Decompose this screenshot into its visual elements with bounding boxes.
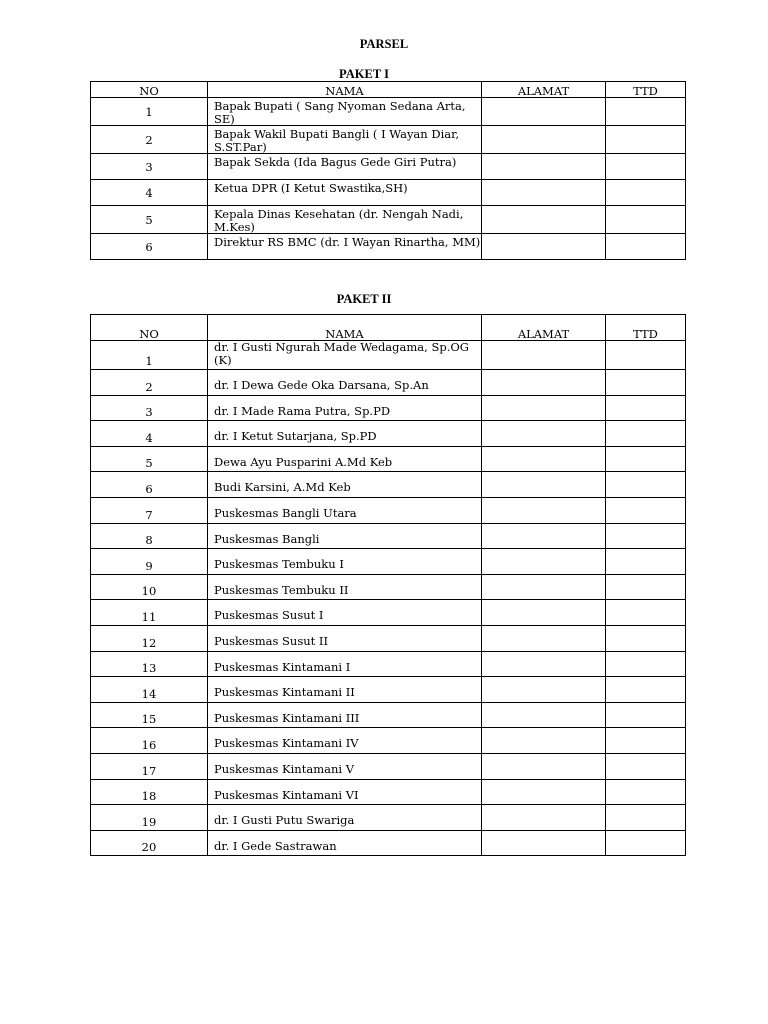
row-ttd-cell: [606, 370, 686, 396]
row-alamat-cell: [482, 370, 606, 396]
row-number: 12: [91, 625, 208, 651]
row-alamat-cell: [482, 234, 606, 260]
row-nama: dr. I Gusti Putu Swariga: [208, 805, 482, 831]
row-number: 4: [91, 421, 208, 447]
row-nama: Puskesmas Susut I: [208, 600, 482, 626]
row-alamat-cell: [482, 600, 606, 626]
row-nama: Bapak Bupati ( Sang Nyoman Sedana Arta, SE): [208, 98, 482, 126]
row-number: 1: [91, 98, 208, 126]
table-row: [91, 370, 686, 396]
row-number: 19: [91, 805, 208, 831]
row-ttd-cell: [606, 830, 686, 856]
row-alamat-cell: [482, 549, 606, 575]
table-row: [91, 779, 686, 805]
row-number: 5: [91, 206, 208, 234]
row-ttd-cell: [606, 728, 686, 754]
table-row: [91, 805, 686, 831]
paket-1-table: [90, 81, 686, 260]
row-number: 8: [91, 523, 208, 549]
header-nama: NAMA: [208, 82, 482, 98]
row-number: 4: [91, 180, 208, 206]
row-number: 11: [91, 600, 208, 626]
table-row: [91, 126, 686, 154]
row-number: 13: [91, 651, 208, 677]
row-nama: Ketua DPR (I Ketut Swastika,SH): [208, 180, 482, 206]
row-alamat-cell: [482, 625, 606, 651]
row-alamat-cell: [482, 523, 606, 549]
table-row: [91, 830, 686, 856]
row-nama: Puskesmas Kintamani VI: [208, 779, 482, 805]
row-nama: dr. I Dewa Gede Oka Darsana, Sp.An: [208, 370, 482, 396]
row-ttd-cell: [606, 206, 686, 234]
row-alamat-cell: [482, 126, 606, 154]
table-row: [91, 206, 686, 234]
table-row: [91, 549, 686, 575]
row-number: 17: [91, 753, 208, 779]
row-alamat-cell: [482, 421, 606, 447]
row-number: 16: [91, 728, 208, 754]
row-alamat-cell: [482, 472, 606, 498]
row-ttd-cell: [606, 126, 686, 154]
paket-1-title: PAKET I: [339, 67, 389, 81]
header-ttd: TTD: [606, 315, 686, 341]
row-nama: Puskesmas Kintamani II: [208, 677, 482, 703]
row-nama: Puskesmas Tembuku I: [208, 549, 482, 575]
row-nama: dr. I Gede Sastrawan: [208, 830, 482, 856]
row-alamat-cell: [482, 830, 606, 856]
row-number: 18: [91, 779, 208, 805]
row-nama: Puskesmas Bangli Utara: [208, 497, 482, 523]
row-ttd-cell: [606, 600, 686, 626]
row-alamat-cell: [482, 180, 606, 206]
row-alamat-cell: [482, 395, 606, 421]
paket-2-table: [90, 314, 686, 856]
row-alamat-cell: [482, 779, 606, 805]
row-number: 6: [91, 234, 208, 260]
header-no: NO: [91, 82, 208, 98]
row-ttd-cell: [606, 497, 686, 523]
row-nama: Budi Karsini, A.Md Keb: [208, 472, 482, 498]
row-number: 14: [91, 677, 208, 703]
table-row: [91, 497, 686, 523]
row-ttd-cell: [606, 341, 686, 370]
row-alamat-cell: [482, 651, 606, 677]
row-nama: Puskesmas Kintamani IV: [208, 728, 482, 754]
row-ttd-cell: [606, 549, 686, 575]
row-ttd-cell: [606, 523, 686, 549]
row-nama: dr. I Ketut Sutarjana, Sp.PD: [208, 421, 482, 447]
header-ttd: TTD: [606, 82, 686, 98]
row-alamat-cell: [482, 702, 606, 728]
table-row: [91, 341, 686, 370]
row-number: 5: [91, 446, 208, 472]
table-header-row: [91, 315, 686, 341]
table-row: [91, 523, 686, 549]
row-ttd-cell: [606, 625, 686, 651]
table-row: [91, 234, 686, 260]
table-header-row: [91, 82, 686, 98]
row-number: 9: [91, 549, 208, 575]
row-alamat-cell: [482, 446, 606, 472]
row-ttd-cell: [606, 805, 686, 831]
row-nama: Puskesmas Kintamani V: [208, 753, 482, 779]
row-number: 15: [91, 702, 208, 728]
row-ttd-cell: [606, 395, 686, 421]
header-nama: NAMA: [208, 315, 482, 341]
row-nama: Puskesmas Bangli: [208, 523, 482, 549]
row-nama: Direktur RS BMC (dr. I Wayan Rinartha, MM): [208, 234, 482, 260]
row-nama: Puskesmas Tembuku II: [208, 574, 482, 600]
table-row: [91, 625, 686, 651]
row-alamat-cell: [482, 805, 606, 831]
row-ttd-cell: [606, 421, 686, 447]
row-number: 7: [91, 497, 208, 523]
paket-2-title: PAKET II: [336, 292, 392, 306]
row-number: 3: [91, 154, 208, 180]
row-alamat-cell: [482, 728, 606, 754]
table-row: [91, 600, 686, 626]
table-row: [91, 677, 686, 703]
row-alamat-cell: [482, 154, 606, 180]
table-row: [91, 421, 686, 447]
row-ttd-cell: [606, 574, 686, 600]
table-row: [91, 574, 686, 600]
row-nama: Dewa Ayu Pusparini A.Md Keb: [208, 446, 482, 472]
table-row: [91, 753, 686, 779]
row-ttd-cell: [606, 154, 686, 180]
table-row: [91, 180, 686, 206]
row-alamat-cell: [482, 753, 606, 779]
row-ttd-cell: [606, 677, 686, 703]
row-number: 3: [91, 395, 208, 421]
row-ttd-cell: [606, 472, 686, 498]
table-row: [91, 728, 686, 754]
table-row: [91, 651, 686, 677]
table-row: [91, 472, 686, 498]
row-alamat-cell: [482, 98, 606, 126]
header-alamat: ALAMAT: [482, 315, 606, 341]
row-nama: Puskesmas Kintamani III: [208, 702, 482, 728]
row-ttd-cell: [606, 753, 686, 779]
row-alamat-cell: [482, 677, 606, 703]
table-row: [91, 98, 686, 126]
table-row: [91, 446, 686, 472]
row-nama: dr. I Made Rama Putra, Sp.PD: [208, 395, 482, 421]
row-nama: Puskesmas Susut II: [208, 625, 482, 651]
row-ttd-cell: [606, 234, 686, 260]
row-number: 20: [91, 830, 208, 856]
row-alamat-cell: [482, 341, 606, 370]
row-ttd-cell: [606, 446, 686, 472]
table-row: [91, 702, 686, 728]
header-alamat: ALAMAT: [482, 82, 606, 98]
row-ttd-cell: [606, 651, 686, 677]
row-alamat-cell: [482, 497, 606, 523]
row-number: 1: [91, 341, 208, 370]
row-nama: Kepala Dinas Kesehatan (dr. Nengah Nadi, M.Kes): [208, 206, 482, 234]
row-number: 6: [91, 472, 208, 498]
table-row: [91, 154, 686, 180]
row-number: 2: [91, 370, 208, 396]
row-ttd-cell: [606, 180, 686, 206]
row-alamat-cell: [482, 574, 606, 600]
header-no: NO: [91, 315, 208, 341]
row-ttd-cell: [606, 779, 686, 805]
row-alamat-cell: [482, 206, 606, 234]
row-ttd-cell: [606, 702, 686, 728]
row-nama: Bapak Wakil Bupati Bangli ( I Wayan Diar, S.ST.Par): [208, 126, 482, 154]
row-number: 2: [91, 126, 208, 154]
document-title: PARSEL: [359, 37, 409, 51]
table-row: [91, 395, 686, 421]
row-nama: dr. I Gusti Ngurah Made Wedagama, Sp.OG (K): [208, 341, 482, 370]
row-nama: Puskesmas Kintamani I: [208, 651, 482, 677]
row-nama: Bapak Sekda (Ida Bagus Gede Giri Putra): [208, 154, 482, 180]
row-number: 10: [91, 574, 208, 600]
row-ttd-cell: [606, 98, 686, 126]
